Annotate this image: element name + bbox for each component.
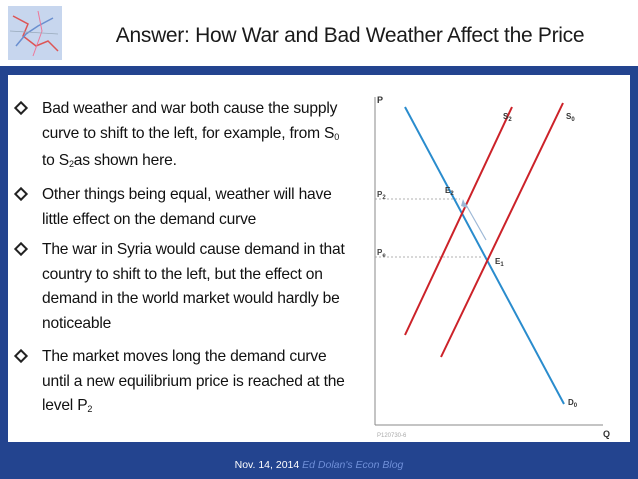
- content-panel: [8, 75, 630, 442]
- footer-blog-link[interactable]: Ed Dolan's Econ Blog: [302, 459, 404, 471]
- d0-label: $D_0$: [568, 398, 578, 409]
- s2-label: $S_2$: [503, 112, 512, 123]
- title-bar: [0, 0, 638, 66]
- figure-id: P120730-6: [377, 433, 407, 439]
- footer-date: Nov. 14, 2014: [234, 459, 300, 471]
- s0-label: $S_0$: [566, 112, 575, 123]
- diamond-bullet-icon: [14, 187, 28, 201]
- diamond-bullet-icon: [14, 242, 28, 256]
- p2-label: $P_2$: [377, 190, 386, 201]
- decorative-thumbnail: [8, 6, 62, 60]
- pe-label: $P_e$: [377, 248, 386, 259]
- slide-title: Answer: How War and Bad Weather Affect the Price: [115, 24, 585, 47]
- shift-arrow: [465, 203, 486, 240]
- map-thumbnail-icon: [8, 6, 62, 60]
- supply-curve-s2: [405, 107, 512, 335]
- bullet-text: Other things being equal, weather will have little effect on the demand curve: [42, 186, 332, 228]
- e1-label: $E_1$: [495, 257, 504, 268]
- bullet-text: Bad weather and war both cause the supply curve to shift to the left, for example, from $S_0$ to $S_2as$ shown here.: [42, 100, 340, 169]
- x-axis-label: Q: [603, 429, 611, 439]
- e2-label: $E_2$: [445, 186, 454, 197]
- footer: [0, 459, 638, 471]
- diamond-bullet-icon: [14, 349, 28, 363]
- diamond-bullet-icon: [14, 101, 28, 115]
- bullet-text: The war in Syria would cause demand in that country to shift to the left, but the effect on demand in the world market would hardly be noticeable: [42, 241, 345, 332]
- supply-curve-s0: [441, 103, 563, 357]
- supply-demand-diagram: [363, 75, 627, 442]
- y-axis-label: P: [377, 95, 384, 105]
- bullet-text: The market moves long the demand curve until a new equilibrium price is reached at the level $P_2$: [42, 348, 345, 414]
